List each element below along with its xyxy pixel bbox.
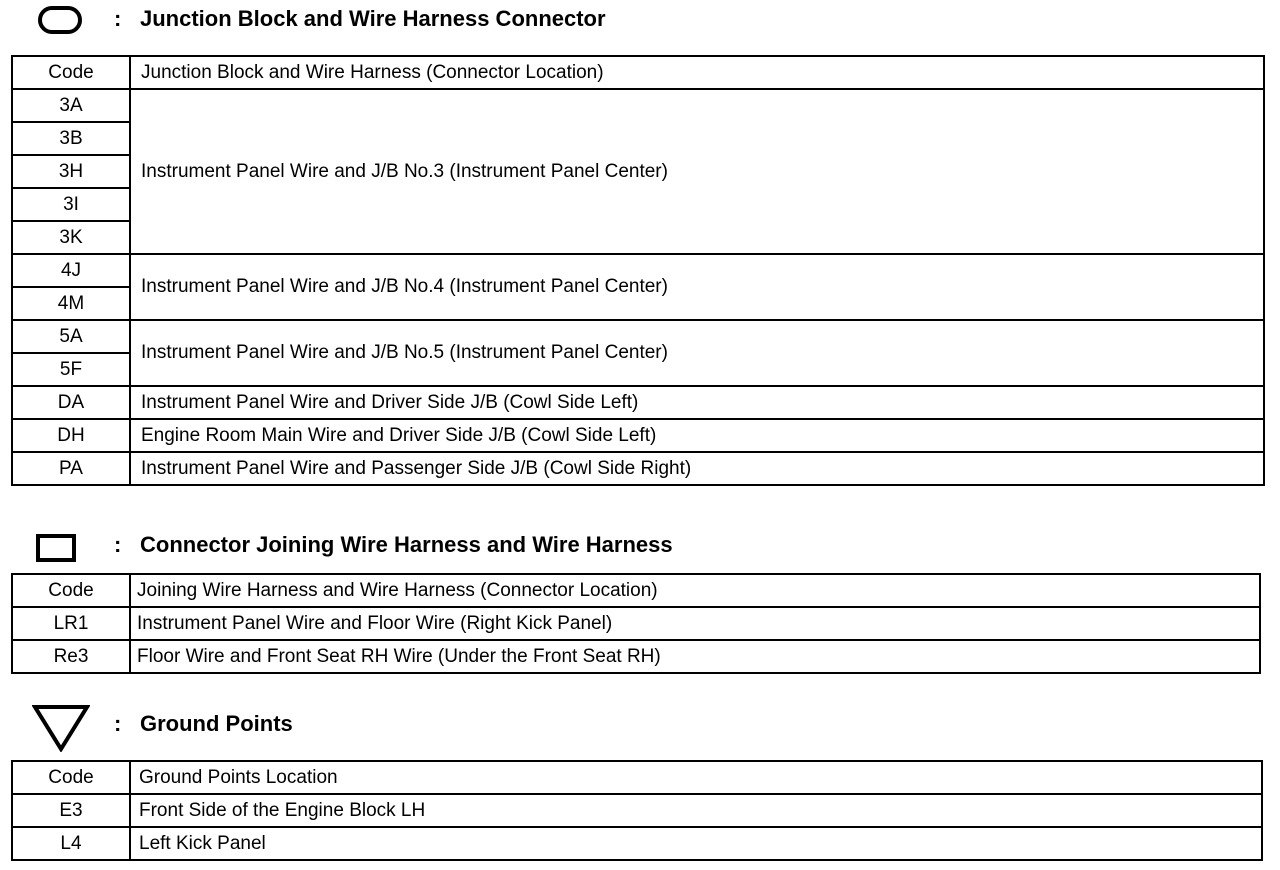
table-row — [12, 794, 1262, 827]
code-cell: 3H — [12, 155, 130, 188]
code-cell: 5F — [12, 353, 130, 386]
junction-table — [11, 55, 1265, 486]
connector-table — [11, 573, 1261, 674]
table-header-row — [12, 56, 1264, 89]
table-row — [12, 254, 1264, 287]
code-cell: L4 — [12, 827, 130, 860]
ground-table — [11, 760, 1263, 861]
table-row — [12, 452, 1264, 485]
location-cell: Instrument Panel Wire and J/B No.5 (Instrument Panel Center) — [130, 320, 1264, 386]
location-cell: Instrument Panel Wire and Driver Side J/B (Cowl Side Left) — [130, 386, 1264, 419]
location-cell: Instrument Panel Wire and Floor Wire (Right Kick Panel) — [130, 607, 1260, 640]
code-header: Code — [12, 761, 130, 794]
code-cell: 3B — [12, 122, 130, 155]
code-cell: 5A — [12, 320, 130, 353]
code-cell: Re3 — [12, 640, 130, 673]
code-cell: 3A — [12, 89, 130, 122]
code-cell: DA — [12, 386, 130, 419]
table-header-row — [12, 761, 1262, 794]
table-row — [12, 89, 1264, 122]
location-header: Ground Points Location — [130, 761, 1262, 794]
location-cell: Instrument Panel Wire and J/B No.4 (Instrument Panel Center) — [130, 254, 1264, 320]
location-cell: Engine Room Main Wire and Driver Side J/B (Cowl Side Left) — [130, 419, 1264, 452]
down-triangle-symbol-icon — [32, 704, 90, 752]
location-cell: Left Kick Panel — [130, 827, 1262, 860]
location-header: Junction Block and Wire Harness (Connector Location) — [130, 56, 1264, 89]
junction-heading: Junction Block and Wire Harness Connector — [140, 6, 606, 31]
code-cell: LR1 — [12, 607, 130, 640]
table-row — [12, 419, 1264, 452]
connector-heading: Connector Joining Wire Harness and Wire Harness — [140, 532, 673, 557]
rounded-rectangle-symbol-icon — [38, 6, 82, 34]
table-header-row — [12, 574, 1260, 607]
connector-colon: : — [114, 532, 122, 557]
table-row — [12, 320, 1264, 353]
code-header: Code — [12, 574, 130, 607]
rectangle-symbol-icon — [36, 534, 76, 562]
table-row — [12, 640, 1260, 673]
junction-colon: : — [114, 6, 122, 31]
ground-heading: Ground Points — [140, 711, 293, 736]
location-header: Joining Wire Harness and Wire Harness (Connector Location) — [130, 574, 1260, 607]
location-cell: Instrument Panel Wire and J/B No.3 (Instrument Panel Center) — [130, 89, 1264, 254]
table-row — [12, 607, 1260, 640]
code-cell: 3K — [12, 221, 130, 254]
code-cell: PA — [12, 452, 130, 485]
location-cell: Floor Wire and Front Seat RH Wire (Under the Front Seat RH) — [130, 640, 1260, 673]
code-header: Code — [12, 56, 130, 89]
code-cell: 4M — [12, 287, 130, 320]
table-row — [12, 386, 1264, 419]
location-cell: Front Side of the Engine Block LH — [130, 794, 1262, 827]
code-cell: E3 — [12, 794, 130, 827]
code-cell: DH — [12, 419, 130, 452]
code-cell: 3I — [12, 188, 130, 221]
code-cell: 4J — [12, 254, 130, 287]
location-cell: Instrument Panel Wire and Passenger Side J/B (Cowl Side Right) — [130, 452, 1264, 485]
table-row — [12, 827, 1262, 860]
ground-colon: : — [114, 711, 122, 736]
